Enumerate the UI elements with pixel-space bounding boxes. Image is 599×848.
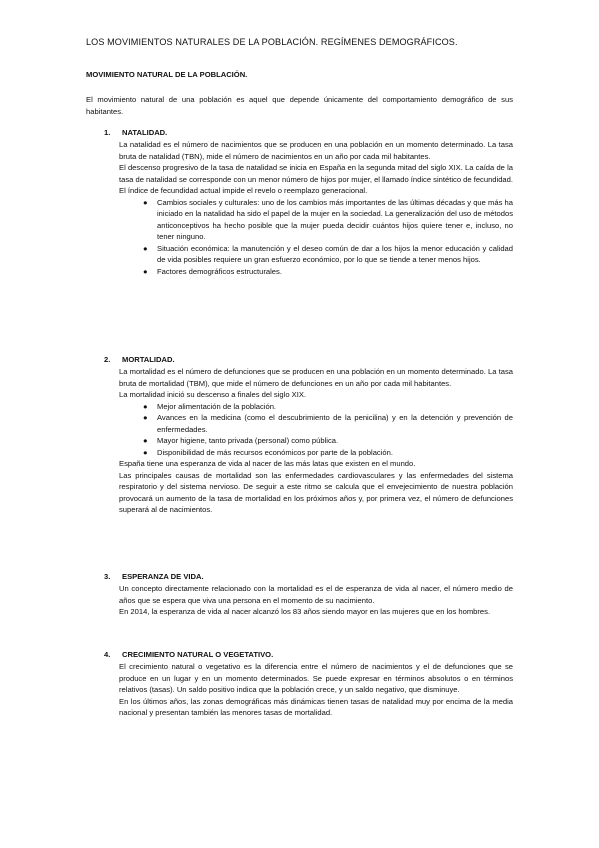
paragraph: El descenso progresivo de la tasa de natalidad se inicia en España en la segunda mitad del siglo XIX. La caída de la tasa de natalidad se corresponde con un menor número de hijos por mujer, el llamado índice sintético de fecundidad. El índice de fecundidad actual impide el revelo o reemplazo generacional. [119, 163, 513, 195]
section-body [119, 366, 513, 516]
list-item: ● Cambios sociales y culturales: uno de los cambios más importantes de las últimas décadas y que más ha iniciado en la natalidad ha sido el papel de la mujer en la sociedad. La generalización del uso de métodos anticonceptivos ha hecho posible que la mujer pueda decidir cuántos hijos quiere tener e, incluso, no tener ninguno. [143, 197, 513, 241]
bullet-icon: ● [143, 401, 148, 411]
section-number: 3. [104, 572, 111, 581]
section-body [119, 661, 513, 719]
section-number: 4. [104, 650, 111, 659]
section-title: NATALIDAD. [122, 128, 168, 137]
paragraph: La natalidad es el número de nacimientos que se producen en una población en un momento determinado. La tasa bruta de natalidad (TBN), mide el número de nacimientos en un año por cada mil habitantes. [119, 140, 513, 161]
bullet-icon: ● [143, 197, 148, 207]
paragraph: La mortalidad es el número de defunciones que se producen en una población en un momento determinado. La tasa bruta de mortalidad (TBM), que mide el número de defunciones en un año por cada mil habitantes. [119, 367, 513, 388]
bullet-list [119, 401, 513, 459]
section-heading: MOVIMIENTO NATURAL DE LA POBLACIÓN. [86, 70, 248, 79]
intro-paragraph: El movimiento natural de una población es aquel que depende únicamente del comportamiento demográfico de sus habitantes. [86, 95, 513, 116]
bullet-icon: ● [143, 447, 148, 457]
bullet-icon: ● [143, 243, 148, 253]
section-body [119, 139, 513, 277]
list-item: ● Avances en la medicina (como el descubrimiento de la penicilina) y en la detención y prevención de enfermedades. [143, 413, 513, 434]
list-item: ● Mayor higiene, tanto privada (personal) como pública. [143, 436, 339, 445]
paragraph: El crecimiento natural o vegetativo es la diferencia entre el número de nacimientos y el de defunciones que se produce en un lugar y en un momento determinados. Se puede expresar en términos absolutos o en términos relativos (tasas). Un saldo positivo indica que la población crece, y un saldo negativo, que disminuye. [119, 662, 513, 694]
section-title: MORTALIDAD. [122, 355, 175, 364]
bullet-icon: ● [143, 266, 148, 276]
section-title: ESPERANZA DE VIDA. [122, 572, 204, 581]
list-item: ● Situación económica: la manutención y el deseo común de dar a los hijos la menor educación y calidad de vida posibles requiere un gran esfuerzo económico, por lo que se tiende a tener menos hijos. [143, 243, 513, 264]
document-title: LOS MOVIMIENTOS NATURALES DE LA POBLACIÓN. REGÍMENES DEMOGRÁFICOS. [86, 37, 458, 47]
list-item: ● Mejor alimentación de la población. [143, 401, 277, 411]
bullet-icon: ● [143, 413, 148, 422]
paragraph: España tiene una esperanza de vida al nacer de las más latas que existen en el mundo. [119, 459, 416, 468]
section-title: CRECIMIENTO NATURAL O VEGETATIVO. [122, 650, 274, 659]
bullet-icon: ● [143, 436, 148, 445]
paragraph: Las principales causas de mortalidad son las enfermedades cardiovasculares y las enfermedades del sistema respiratorio y del sistema nervioso. De seguir a este ritmo se calcula que el envejecimiento de nuestra población provocará un aumento de la tasa de mortalidad en los próximos años y, por primera vez, el número de defunciones superará al de nacimientos. [119, 470, 513, 514]
paragraph: En los últimos años, las zonas demográficas más dinámicas tienen tasas de natalidad muy por encima de la media nacional y presentan también las menores tasas de mortalidad. [119, 696, 513, 717]
bullet-list [119, 197, 513, 278]
section-number: 2. [104, 355, 111, 364]
section-number: 1. [104, 128, 111, 137]
paragraph: Un concepto directamente relacionado con la mortalidad es el de esperanza de vida al nacer, el número medio de años que se espera que viva una persona en el momento de su nacimiento. [119, 584, 513, 605]
list-item: ● Disponibilidad de más recursos económicos por parte de la población. [143, 447, 393, 457]
paragraph: La mortalidad inició su descenso a finales del siglo XIX. [119, 390, 306, 399]
paragraph: En 2014, la esperanza de vida al nacer alcanzó los 83 años siendo mayor en las mujeres que en los hombres. [119, 607, 491, 616]
section-body [119, 583, 513, 618]
list-item: ● Factores demográficos estructurales. [143, 266, 282, 276]
